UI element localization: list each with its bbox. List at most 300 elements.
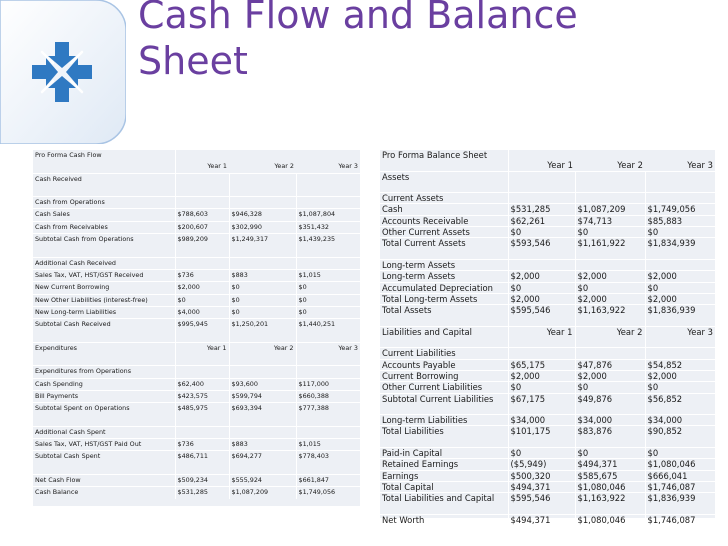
cell-value: $0 [508, 282, 575, 293]
row-label: Total Current Assets [380, 238, 508, 249]
table-row [33, 173, 360, 185]
table-row [380, 481, 715, 492]
cell-value: $595,546 [508, 493, 575, 504]
cell-value: $101,175 [508, 426, 575, 437]
cell-value: $2,000 [645, 370, 715, 381]
table-row [380, 204, 715, 215]
cell-value: $660,388 [296, 390, 360, 402]
row-label: Long-term Assets [380, 259, 508, 270]
cell-value [575, 171, 645, 182]
table-row [380, 238, 715, 249]
cell-value [229, 245, 296, 257]
cell-value: $1,087,804 [296, 209, 360, 221]
row-label: Total Assets [380, 305, 508, 316]
cell-value: $4,000 [175, 306, 229, 318]
cell-value: $555,924 [229, 475, 296, 487]
cell-value [508, 337, 575, 348]
blank-row [33, 185, 360, 197]
cell-value: $0 [645, 282, 715, 293]
row-label: Assets [380, 171, 508, 182]
row-label: Expenditures from Operations [33, 366, 175, 378]
cell-value: $34,000 [645, 415, 715, 426]
cell-value: $1,749,056 [296, 487, 360, 499]
cell-value: $1,163,922 [575, 305, 645, 316]
table-row [33, 209, 360, 221]
cell-value [229, 185, 296, 197]
cell-value [645, 504, 715, 515]
cell-value: $0 [229, 282, 296, 294]
cell-value: $486,711 [175, 451, 229, 463]
blank-row [380, 315, 715, 326]
table-row [380, 514, 715, 525]
cell-value [296, 330, 360, 342]
row-label: Expenditures [33, 342, 175, 354]
cell-value [645, 182, 715, 193]
cell-value [645, 193, 715, 204]
cell-value: $494,371 [508, 514, 575, 525]
cell-value: $736 [175, 439, 229, 451]
cell-value [296, 245, 360, 257]
cell-value [645, 437, 715, 448]
table-row [380, 382, 715, 393]
cash-flow-table [33, 150, 360, 499]
cell-value: $74,713 [575, 215, 645, 226]
cell-value [229, 366, 296, 378]
year-header: Year 1 [207, 162, 227, 171]
year-header: Year 2 [229, 342, 296, 354]
cell-value [508, 404, 575, 415]
cell-value [575, 504, 645, 515]
cell-value: $531,285 [508, 204, 575, 215]
cell-value: $0 [175, 294, 229, 306]
cell-value: $0 [575, 382, 645, 393]
table-row [33, 221, 360, 233]
cell-value [645, 249, 715, 260]
cell-value [645, 259, 715, 270]
cell-value: $1,440,251 [296, 319, 360, 331]
cell-value: $2,000 [508, 370, 575, 381]
cell-value: $1,015 [296, 439, 360, 451]
cell-value: $1,749,056 [645, 204, 715, 215]
cell-value [296, 366, 360, 378]
table-row [33, 257, 360, 269]
row-label: Cash Sales [33, 209, 175, 221]
row-label: Net Cash Flow [33, 475, 175, 487]
row-label: Subtotal Current Liabilities [380, 393, 508, 404]
blank-row [380, 182, 715, 193]
cell-value [508, 182, 575, 193]
cell-value: $509,234 [175, 475, 229, 487]
cell-value: $1,249,317 [229, 234, 296, 246]
cell-value: $0 [645, 227, 715, 238]
row-label [380, 249, 508, 260]
table-row [33, 282, 360, 294]
cell-value: $0 [575, 282, 645, 293]
cell-value: $666,041 [645, 470, 715, 481]
cell-value [645, 404, 715, 415]
cell-value [229, 354, 296, 366]
row-label [380, 404, 508, 415]
cash-flow-title: Pro Forma Cash Flow [33, 150, 175, 161]
cell-value: $788,603 [175, 209, 229, 221]
blank-row [380, 504, 715, 515]
cell-value: $1,080,046 [575, 514, 645, 525]
cell-value: $1,080,046 [645, 459, 715, 470]
cell-value [508, 437, 575, 448]
row-label [33, 354, 175, 366]
year-header: Year 1 [508, 326, 575, 337]
arrows-converging-icon [0, 0, 126, 144]
row-label: Retained Earnings [380, 459, 508, 470]
year-header: Year 3 [645, 326, 715, 337]
cell-value [296, 185, 360, 197]
cell-value [296, 173, 360, 185]
table-row [33, 426, 360, 438]
cell-value [575, 337, 645, 348]
cell-value: $661,847 [296, 475, 360, 487]
cell-value: $1,836,939 [645, 305, 715, 316]
cell-value: $946,328 [229, 209, 296, 221]
row-label: Cash from Operations [33, 197, 175, 209]
table-row [380, 271, 715, 282]
cell-value [508, 171, 575, 182]
table-row [33, 319, 360, 331]
row-label: Accounts Receivable [380, 215, 508, 226]
row-label: Earnings [380, 470, 508, 481]
table-row [380, 259, 715, 270]
title-line-2: Sheet [138, 39, 248, 83]
cell-value: $93,600 [229, 378, 296, 390]
row-label [33, 185, 175, 197]
cell-value [296, 354, 360, 366]
table-row [33, 475, 360, 487]
row-label [33, 245, 175, 257]
table-row [33, 234, 360, 246]
table-row [33, 390, 360, 402]
cell-value [575, 249, 645, 260]
cell-value: $1,015 [296, 269, 360, 281]
cell-value [296, 426, 360, 438]
row-label: Subtotal Cash from Operations [33, 234, 175, 246]
cell-value: $47,876 [575, 359, 645, 370]
table-row [33, 294, 360, 306]
table-row [380, 282, 715, 293]
row-label [33, 463, 175, 475]
table-row [380, 326, 715, 337]
cell-value: $1,080,046 [575, 481, 645, 492]
cell-value: $1,250,201 [229, 319, 296, 331]
table-row [33, 487, 360, 499]
table-row [380, 305, 715, 316]
table-row [380, 493, 715, 504]
table-row [380, 359, 715, 370]
row-label [33, 415, 175, 427]
balance-sheet-title: Pro Forma Balance Sheet [380, 150, 508, 160]
cell-value [175, 426, 229, 438]
row-label: Accounts Payable [380, 359, 508, 370]
row-label: Subtotal Cash Spent [33, 451, 175, 463]
table-row [380, 393, 715, 404]
row-label: Net Worth [380, 514, 508, 525]
row-label: Liabilities and Capital [380, 326, 508, 337]
row-label: Additional Cash Received [33, 257, 175, 269]
cell-value: $2,000 [175, 282, 229, 294]
cell-value: $2,000 [508, 293, 575, 304]
cell-value [296, 415, 360, 427]
cell-value [575, 315, 645, 326]
cell-value [575, 182, 645, 193]
blank-row [33, 354, 360, 366]
cell-value: $56,852 [645, 393, 715, 404]
cell-value [229, 415, 296, 427]
row-label: Total Liabilities [380, 426, 508, 437]
table-row [380, 171, 715, 182]
cell-value: $423,575 [175, 390, 229, 402]
cell-value [175, 354, 229, 366]
blank-row [33, 330, 360, 342]
row-label [380, 337, 508, 348]
cell-value: $2,000 [645, 271, 715, 282]
table-row [380, 293, 715, 304]
cell-value: $694,277 [229, 451, 296, 463]
cell-value: $531,285 [175, 487, 229, 499]
title-line-1: Cash Flow and Balance [138, 0, 578, 37]
logo [0, 0, 126, 144]
page-title [138, 0, 578, 84]
blank-row [380, 404, 715, 415]
cell-value: $0 [508, 382, 575, 393]
cell-value [175, 185, 229, 197]
cell-value [229, 257, 296, 269]
year-header: Year 2 [274, 162, 294, 171]
row-label: Other Current Assets [380, 227, 508, 238]
cell-value: $200,607 [175, 221, 229, 233]
row-label: Other Current Liabilities [380, 382, 508, 393]
cell-value: $65,175 [508, 359, 575, 370]
cell-value: $593,546 [508, 238, 575, 249]
row-label: New Long-term Liabilities [33, 306, 175, 318]
row-label: New Current Borrowing [33, 282, 175, 294]
row-label: Long-term Assets [380, 271, 508, 282]
row-label: Current Liabilities [380, 348, 508, 359]
year-header: Year 2 [617, 160, 643, 171]
cell-value: $585,675 [575, 470, 645, 481]
row-label: Total Capital [380, 481, 508, 492]
row-label: Subtotal Cash Received [33, 319, 175, 331]
cell-value [229, 173, 296, 185]
cell-value: $1,087,209 [229, 487, 296, 499]
row-label: Total Liabilities and Capital [380, 493, 508, 504]
cell-value: $0 [508, 448, 575, 459]
cell-value: $34,000 [508, 415, 575, 426]
row-label: Cash Balance [33, 487, 175, 499]
cell-value [645, 171, 715, 182]
row-label: Total Long-term Assets [380, 293, 508, 304]
cell-value [575, 193, 645, 204]
cell-value: $0 [575, 448, 645, 459]
table-row [33, 269, 360, 281]
table-row [380, 348, 715, 359]
table-row [33, 342, 360, 354]
cell-value: $2,000 [575, 271, 645, 282]
cell-value: $62,261 [508, 215, 575, 226]
cell-value [175, 366, 229, 378]
cell-value: $485,975 [175, 403, 229, 415]
cell-value: $0 [645, 448, 715, 459]
cell-value [508, 504, 575, 515]
cell-value: $67,175 [508, 393, 575, 404]
row-label: Sales Tax, VAT, HST/GST Received [33, 269, 175, 281]
cell-value: $1,746,087 [645, 514, 715, 525]
blank-row [380, 337, 715, 348]
cell-value [296, 257, 360, 269]
blank-row [33, 463, 360, 475]
table-row [33, 451, 360, 463]
cell-value [175, 245, 229, 257]
row-label [380, 315, 508, 326]
cell-value [175, 173, 229, 185]
cell-value [296, 197, 360, 209]
cell-value: $1,087,209 [575, 204, 645, 215]
cell-value [229, 463, 296, 475]
year-header: Year 3 [687, 160, 713, 171]
row-label: Bill Payments [33, 390, 175, 402]
cell-value: $1,836,939 [645, 493, 715, 504]
cell-value [175, 330, 229, 342]
cell-value: $0 [645, 382, 715, 393]
cell-value [296, 463, 360, 475]
cell-value [508, 249, 575, 260]
row-label: Subtotal Spent on Operations [33, 403, 175, 415]
cell-value: $1,439,235 [296, 234, 360, 246]
cell-value: $62,400 [175, 378, 229, 390]
cell-value [645, 348, 715, 359]
table-row [33, 197, 360, 209]
cell-value: $83,876 [575, 426, 645, 437]
cell-value [575, 348, 645, 359]
cell-value: $494,371 [575, 459, 645, 470]
cell-value [508, 193, 575, 204]
cell-value: $0 [296, 294, 360, 306]
table-row [33, 366, 360, 378]
row-label: Sales Tax, VAT, HST/GST Paid Out [33, 439, 175, 451]
cell-value: $995,945 [175, 319, 229, 331]
table-row [33, 403, 360, 415]
cell-value: $0 [508, 227, 575, 238]
cell-value: $2,000 [575, 293, 645, 304]
cell-value [645, 337, 715, 348]
cell-value: $736 [175, 269, 229, 281]
table-row [380, 370, 715, 381]
cell-value: $302,990 [229, 221, 296, 233]
row-label [380, 437, 508, 448]
table-row [380, 459, 715, 470]
cell-value [175, 463, 229, 475]
row-label: Paid-in Capital [380, 448, 508, 459]
table-row [380, 215, 715, 226]
cell-value: $0 [296, 282, 360, 294]
cell-value [575, 259, 645, 270]
cell-value: $494,371 [508, 481, 575, 492]
cell-value [175, 415, 229, 427]
cell-value: $49,876 [575, 393, 645, 404]
cell-value: $1,834,939 [645, 238, 715, 249]
cell-value: $693,394 [229, 403, 296, 415]
cell-value [508, 315, 575, 326]
row-label: Additional Cash Spent [33, 426, 175, 438]
cell-value: ($5,949) [508, 459, 575, 470]
row-label [380, 504, 508, 515]
year-header: Year 1 [175, 342, 229, 354]
cell-value: $90,852 [645, 426, 715, 437]
cell-value [575, 404, 645, 415]
blank-row [33, 245, 360, 257]
cell-value: $500,320 [508, 470, 575, 481]
blank-row [380, 437, 715, 448]
balance-sheet [380, 150, 715, 525]
row-label: Cash [380, 204, 508, 215]
cell-value [645, 315, 715, 326]
year-header: Year 1 [547, 160, 573, 171]
cell-value: $1,163,922 [575, 493, 645, 504]
cell-value [229, 330, 296, 342]
cell-value: $54,852 [645, 359, 715, 370]
cell-value: $2,000 [645, 293, 715, 304]
blank-row [380, 249, 715, 260]
cell-value: $117,000 [296, 378, 360, 390]
table-row [380, 193, 715, 204]
cell-value [175, 257, 229, 269]
cell-value: $883 [229, 439, 296, 451]
cell-value: $0 [229, 294, 296, 306]
cell-value: $989,209 [175, 234, 229, 246]
year-header: Year 3 [338, 162, 358, 171]
cell-value: $34,000 [575, 415, 645, 426]
row-label: Current Assets [380, 193, 508, 204]
cell-value [175, 197, 229, 209]
row-label: Cash from Receivables [33, 221, 175, 233]
cell-value [229, 197, 296, 209]
row-label: Accumulated Depreciation [380, 282, 508, 293]
cell-value [575, 437, 645, 448]
cell-value: $1,746,087 [645, 481, 715, 492]
row-label: New Other Liabilities (interest-free) [33, 294, 175, 306]
table-row [33, 439, 360, 451]
cell-value: $778,403 [296, 451, 360, 463]
row-label: Long-term Liabilities [380, 415, 508, 426]
cell-value: $1,161,922 [575, 238, 645, 249]
cell-value: $351,432 [296, 221, 360, 233]
blank-row [33, 415, 360, 427]
cell-value: $2,000 [508, 271, 575, 282]
cash-flow-sheet [33, 150, 360, 506]
cell-value: $2,000 [575, 370, 645, 381]
row-label [33, 330, 175, 342]
table-row [380, 448, 715, 459]
year-header: Year 2 [575, 326, 645, 337]
cell-value: $883 [229, 269, 296, 281]
cell-value: $595,546 [508, 305, 575, 316]
balance-sheet-table [380, 150, 715, 525]
table-row [33, 378, 360, 390]
row-label: Cash Received [33, 173, 175, 185]
table-row [380, 415, 715, 426]
cell-value: $85,883 [645, 215, 715, 226]
cell-value: $0 [229, 306, 296, 318]
cell-value [229, 426, 296, 438]
cell-value [508, 259, 575, 270]
row-label: Current Borrowing [380, 370, 508, 381]
